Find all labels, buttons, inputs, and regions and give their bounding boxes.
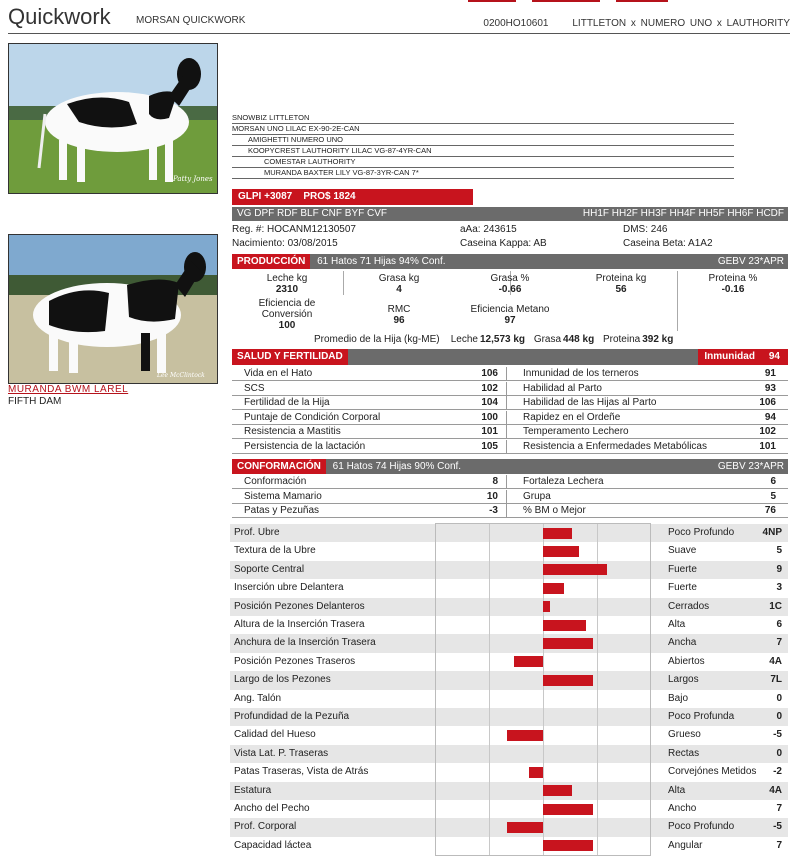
health-value: 106	[481, 368, 498, 379]
trait-bar	[543, 601, 550, 612]
reg-number: Reg. #: HOCANM12130507	[232, 224, 356, 235]
health-value: 91	[764, 368, 776, 379]
rmc: RMC 96	[387, 304, 411, 326]
production-header	[232, 254, 788, 269]
protein-percent: Proteina % -0.16	[708, 273, 758, 295]
health-label: Vida en el Hato	[244, 368, 313, 379]
health-value: 102	[759, 426, 776, 437]
conformation-value: 6	[770, 476, 776, 487]
trait-bar	[507, 822, 543, 833]
dam-link[interactable]: MURANDA BWM LAREL	[8, 384, 129, 395]
health-label: Habilidad de las Hijas al Parto	[523, 397, 657, 408]
conformation-value: 8	[492, 476, 498, 487]
index-bar	[232, 189, 473, 205]
health-value: 102	[481, 382, 498, 394]
trait-description: Fuerte	[668, 563, 697, 575]
trait-name: Calidad del Hueso	[234, 729, 316, 741]
trait-name: Soporte Central	[234, 563, 305, 575]
dam-photo	[8, 234, 218, 384]
conformation-label: % BM o Mejor	[523, 505, 586, 516]
signature-1: Patty Jones	[173, 175, 213, 183]
health-label: Inmunidad de los terneros	[523, 368, 639, 379]
trait-description: Angular	[668, 839, 703, 851]
sire-line: LITTLETON x NUMERO UNO x LAUTHORITY	[572, 18, 790, 29]
conformation-label: Fortaleza Lechera	[523, 476, 604, 487]
conformation-gebv: GEBV 23*APR	[717, 461, 784, 472]
trait-name: Vista Lat. P. Traseras	[234, 747, 329, 759]
trait-value: 0	[776, 711, 782, 722]
health-label: Persistencia de la lactación	[244, 440, 366, 452]
trait-name: Patas Traseras, Vista de Atrás	[234, 766, 369, 778]
methane-efficiency: Eficiencia Metano 97	[470, 304, 550, 326]
trait-bar	[543, 564, 607, 575]
glpi-value: GLPI +3087	[238, 191, 293, 202]
conformation-label: Sistema Mamario	[244, 490, 322, 502]
trait-value: 4A	[769, 784, 782, 796]
health-label: Rapidez en el Ordeñe	[523, 411, 621, 423]
health-row	[232, 440, 788, 454]
trait-description: Grueso	[668, 729, 701, 741]
trait-name: Largo de los Pezones	[234, 674, 331, 686]
conformation-label: Conformación	[244, 476, 307, 487]
health-value: 93	[764, 382, 776, 394]
health-value: 101	[759, 440, 776, 452]
trait-value: 0	[776, 692, 782, 704]
pedigree-great-granddam: MURANDA BAXTER LILY VG-87-3YR-CAN 7*	[232, 168, 734, 179]
pedigree-granddam: KOOPYCREST LAUTHORITY LILAC VG-87-4YR-CAN	[232, 146, 734, 157]
trait-value: 7L	[770, 674, 782, 686]
immunity-badge: Inmunidad 94	[698, 349, 788, 365]
conformation-row	[232, 504, 788, 518]
trait-bar	[514, 656, 543, 667]
trait-name: Ancho del Pecho	[234, 803, 310, 814]
trait-name: Prof. Ubre	[234, 527, 280, 538]
trait-name: Altura de la Inserción Trasera	[234, 619, 365, 630]
beta-casein: Caseina Beta: A1A2	[623, 238, 713, 249]
health-row	[232, 396, 788, 410]
conformation-value: 10	[486, 490, 498, 502]
trait-description: Fuerte	[668, 582, 697, 594]
trait-description: Alta	[668, 619, 686, 630]
trait-bar	[543, 620, 586, 631]
trait-description: Ancho	[668, 803, 697, 814]
trait-value: 9	[776, 563, 782, 575]
trait-bar	[543, 675, 593, 686]
reg-code: 0200HO10601	[483, 18, 549, 29]
health-row	[232, 382, 788, 396]
pedigree-dam: MORSAN UNO LILAC EX-90-2E-CAN	[232, 124, 734, 135]
health-label: SCS	[244, 382, 265, 394]
conformation-header	[232, 459, 788, 474]
health-label: Habilidad al Parto	[523, 382, 602, 394]
trait-description: Alta	[668, 784, 686, 796]
health-header	[232, 349, 788, 365]
trait-description: Abiertos	[668, 655, 705, 667]
conversion-efficiency: Eficiencia de Conversión 100	[258, 298, 316, 331]
production-gebv: GEBV 23*APR	[717, 256, 784, 267]
trait-name: Inserción ubre Delantera	[234, 582, 344, 594]
pedigree-sire: SNOWBIZ LITTLETON	[232, 113, 734, 124]
trait-value: 7	[776, 803, 782, 814]
trait-value: 7	[776, 839, 782, 851]
production-title: PRODUCCIÓN	[232, 254, 310, 269]
trait-description: Poco Profundo	[668, 821, 735, 833]
recessives-left: VG DPF RDF BLF CNF BYF CVF	[237, 208, 388, 219]
pedigree-mgs: AMIGHETTI NUMERO UNO	[232, 135, 734, 146]
kappa-casein: Caseina Kappa: AB	[460, 238, 547, 249]
trait-description: Largos	[668, 674, 699, 686]
recessives-bar	[232, 207, 788, 221]
page-title: Quickwork	[8, 4, 111, 29]
fat-percent: Grasa % -0.66	[490, 273, 530, 295]
trait-bar	[543, 840, 593, 851]
conformation-value: 5	[770, 490, 776, 502]
trait-name: Textura de la Ubre	[234, 545, 316, 557]
trait-name: Profundidad de la Pezuña	[234, 711, 350, 722]
trait-value: 0	[776, 747, 782, 759]
trait-bar	[543, 638, 593, 649]
birth-date: Nacimiento: 03/08/2015	[232, 238, 338, 249]
top-nav-links[interactable]	[468, 0, 806, 4]
pedigree-mggs: COMESTAR LAUTHORITY	[232, 157, 734, 168]
bull-full-name: MORSAN QUICKWORK	[136, 15, 246, 26]
trait-value: 4NP	[762, 527, 782, 538]
trait-bar	[543, 804, 593, 815]
conformation-meta: 61 Hatos 74 Hijas 90% Conf.	[332, 461, 462, 472]
signature-2: Lee McClintock	[157, 372, 205, 379]
health-label: Puntaje de Condición Corporal	[244, 411, 381, 423]
trait-description: Poco Profundo	[668, 527, 735, 538]
health-row	[232, 411, 788, 425]
trait-bar	[507, 730, 543, 741]
health-label: Resistencia a Enfermedades Metabólicas	[523, 440, 707, 452]
bull-photo	[8, 43, 218, 194]
trait-bar	[543, 583, 564, 594]
trait-value: -5	[773, 729, 782, 741]
trait-description: Cerrados	[668, 600, 710, 612]
trait-name: Capacidad láctea	[234, 839, 312, 851]
milk-kg: Leche kg 2310	[266, 273, 308, 295]
daughter-average: Promedio de la Hija (kg-ME) Leche 12,573 kg Grasa 448 kg Proteina 392 kg	[314, 334, 674, 345]
dms-code: DMS: 246	[623, 224, 668, 235]
trait-name: Estatura	[234, 784, 272, 796]
conformation-label: Grupa	[523, 490, 551, 502]
fat-kg: Grasa kg 4	[378, 273, 420, 295]
health-value: 100	[481, 411, 498, 423]
trait-name: Posición Pezones Traseros	[234, 655, 356, 667]
trait-value: 7	[776, 637, 782, 649]
health-label: Fertilidad de la Hija	[244, 397, 330, 408]
aaa-code: aAa: 243615	[460, 224, 517, 235]
trait-description: Poco Profunda	[668, 711, 735, 722]
conformation-row	[232, 475, 788, 489]
trait-name: Ang. Talón	[234, 692, 282, 704]
health-label: Temperamento Lechero	[523, 426, 629, 437]
health-value: 106	[759, 397, 776, 408]
registration-line	[483, 18, 790, 29]
trait-value: -2	[773, 766, 782, 778]
linear-chart	[435, 523, 651, 856]
trait-description: Bajo	[668, 692, 689, 704]
trait-name: Anchura de la Inserción Trasera	[234, 637, 376, 649]
trait-description: Ancha	[668, 637, 697, 649]
protein-kg: Proteina kg 56	[595, 273, 647, 295]
conformation-value: -3	[489, 505, 498, 516]
trait-name: Posición Pezones Delanteros	[234, 600, 365, 612]
conformation-label: Patas y Pezuñas	[244, 505, 320, 516]
trait-description: Rectas	[668, 747, 700, 759]
health-value: 104	[481, 397, 498, 408]
health-value: 105	[481, 440, 498, 452]
recessives-right: HH1F HH2F HH3F HH4F HH5F HH6F HCDF	[582, 208, 784, 219]
conformation-row	[232, 490, 788, 504]
health-title: SALUD Y FERTILIDAD	[232, 349, 348, 365]
pedigree	[232, 113, 734, 179]
trait-value: 3	[776, 582, 782, 594]
trait-bar	[543, 785, 572, 796]
health-row	[232, 425, 788, 439]
production-meta: 61 Hatos 71 Hijas 94% Conf.	[317, 256, 446, 267]
trait-value: -5	[773, 821, 782, 833]
dam-caption: FIFTH DAM	[8, 396, 62, 407]
pros-value: PRO$ 1824	[303, 191, 356, 202]
conformation-title: CONFORMACIÓN	[232, 459, 326, 474]
conformation-value: 76	[764, 505, 776, 516]
trait-bar	[543, 528, 572, 539]
health-value: 94	[764, 411, 776, 423]
trait-bar	[529, 767, 543, 778]
health-value: 101	[481, 426, 498, 437]
health-row	[232, 367, 788, 381]
trait-name: Prof. Corporal	[234, 821, 297, 833]
header-divider	[8, 33, 790, 34]
trait-description: Suave	[668, 545, 697, 557]
trait-value: 6	[776, 619, 782, 630]
trait-bar	[543, 546, 579, 557]
trait-value: 1C	[769, 600, 782, 612]
trait-description: Corvejónes Metidos	[668, 766, 757, 778]
trait-value: 5	[776, 545, 782, 557]
trait-value: 4A	[769, 655, 782, 667]
health-label: Resistencia a Mastitis	[244, 426, 341, 437]
